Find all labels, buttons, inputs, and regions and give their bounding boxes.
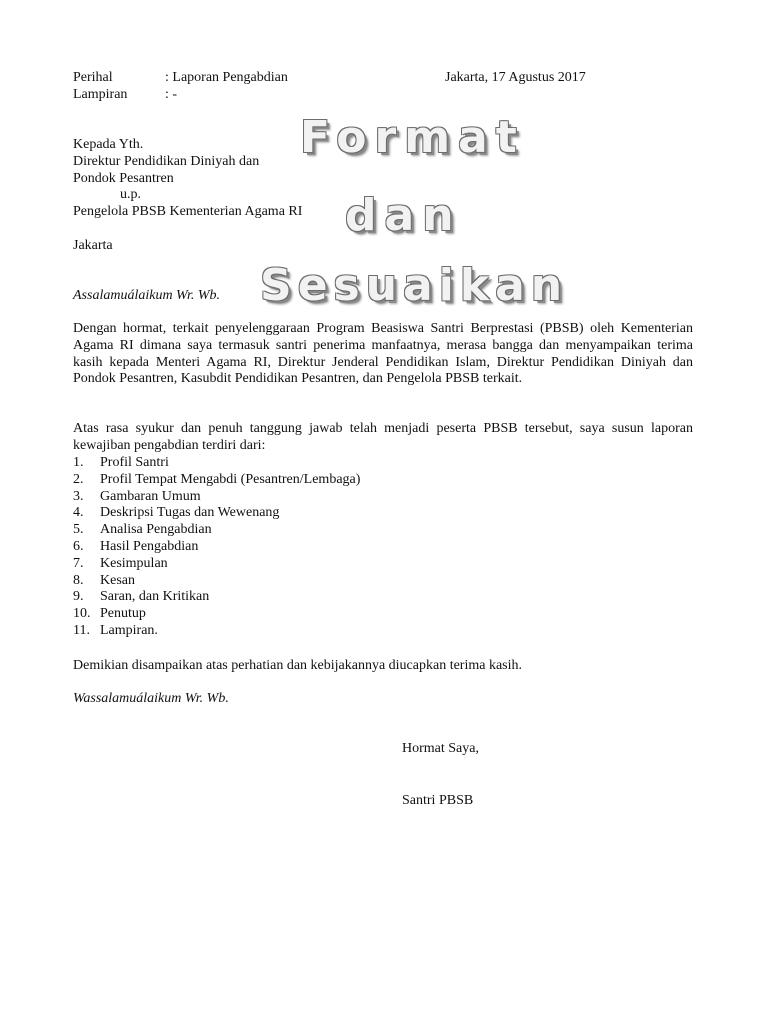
- lampiran-value: : -: [165, 87, 178, 102]
- list-item: 1. Profil Santri: [73, 455, 169, 470]
- list-item: 10. Penutup: [73, 606, 146, 622]
- signature-name: Santri PBSB: [402, 793, 474, 808]
- perihal-label: Perihal: [73, 70, 113, 85]
- signature-regards: Hormat Saya,: [402, 741, 479, 756]
- list-item: 3. Gambaran Umum: [73, 488, 201, 504]
- list-item: 8. Kesan: [73, 572, 135, 588]
- farewell: Wassalamuálaikum Wr. Wb.: [73, 691, 229, 706]
- list-item: 7. Kesimpulan: [73, 555, 168, 571]
- list-item: 5. Analisa Pengabdian: [73, 522, 212, 538]
- place-date: Jakarta, 17 Agustus 2017: [445, 70, 586, 85]
- list-item: 6. Hasil Pengabdian: [73, 538, 199, 554]
- list-item: 11. Lampiran.: [73, 622, 158, 638]
- lampiran-label: Lampiran: [73, 87, 128, 102]
- watermark-sesuaikan: Sesuaikan: [260, 260, 569, 311]
- watermark-dan: dan: [345, 190, 462, 241]
- perihal-value: : Laporan Pengabdian: [165, 70, 288, 85]
- recipient-line-1: Kepada Yth.: [73, 137, 144, 152]
- body-paragraph-1: Dengan hormat, terkait penyelenggaraan Program Beasiswa Santri Berprestasi (PBSB) oleh Kementerian Agama RI dimana saya termasuk santri penerima manfaatnya, merasa bangga dan menyampaikan terima kasih kepada Menteri Agama RI, Direktur Jenderal Pendidikan Islam, Direktur Pendidikan Diniyah dan Pondok Pesantren, Kasubdit Pendidikan Pesantren, dan Pengelola PBSB terkait.: [73, 321, 693, 387]
- list-item: 2. Profil Tempat Mengabdi (Pesantren/Lembaga): [73, 471, 361, 487]
- greeting: Assalamuálaikum Wr. Wb.: [73, 288, 220, 303]
- recipient-line-5: Pengelola PBSB Kementerian Agama RI: [73, 204, 303, 219]
- report-contents-list: [73, 455, 360, 640]
- recipient-line-4: u.p.: [120, 187, 141, 202]
- list-item: 4. Deskripsi Tugas dan Wewenang: [73, 505, 280, 521]
- watermark-format: Format: [300, 112, 525, 163]
- list-item: 9. Saran, dan Kritikan: [73, 589, 210, 605]
- body-paragraph-2: Atas rasa syukur dan penuh tanggung jawab telah menjadi peserta PBSB tersebut, saya susun laporan kewajiban pengabdian terdiri dari:: [73, 421, 693, 453]
- closing-paragraph: Demikian disampaikan atas perhatian dan kebijakannya diucapkan terima kasih.: [73, 658, 523, 673]
- recipient-line-2: Direktur Pendidikan Diniyah dan: [73, 154, 260, 169]
- recipient-line-3: Pondok Pesantren: [73, 171, 174, 186]
- recipient-city: Jakarta: [73, 238, 113, 253]
